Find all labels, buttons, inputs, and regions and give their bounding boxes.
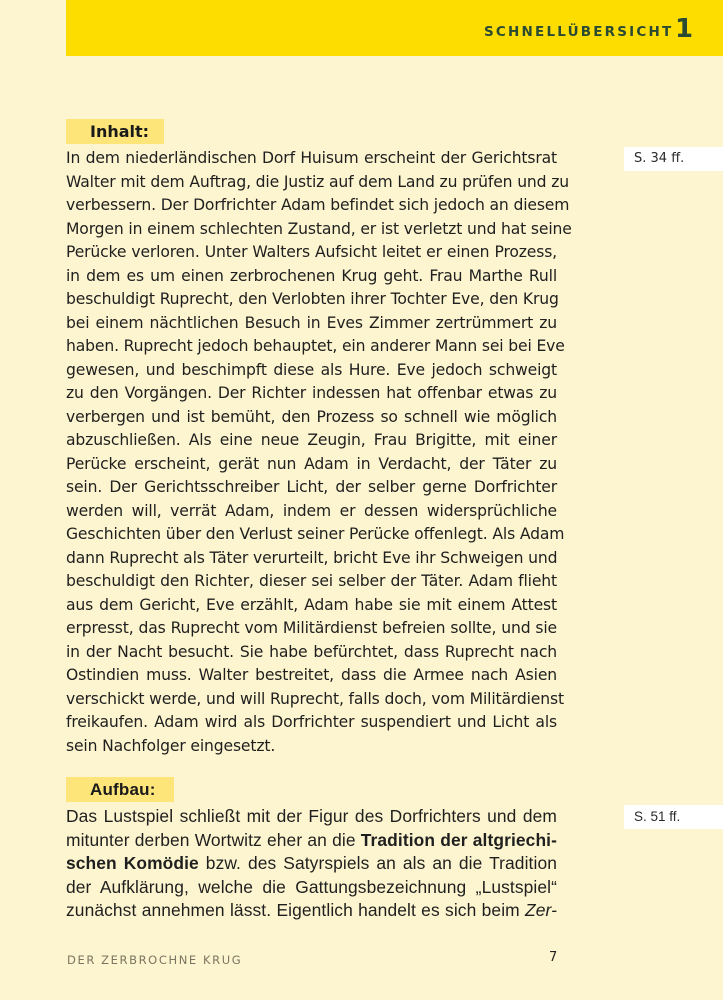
text-line: Das Lustspiel schließt mit der Figur des Dorfrichters und dem [66, 806, 557, 826]
page-reference-aufbau: S. 51 ff. [624, 805, 723, 829]
text-line: zu den Vorgängen. Der Richter indessen hat offenbar etwas zu [66, 384, 557, 402]
footer-book-title: DER ZERBROCHNE KRUG [67, 953, 243, 967]
text-line: dann Ruprecht als Täter verurteilt, bricht Eve ihr Schweigen und [66, 548, 558, 567]
text-line: Geschichten über den Verlust seiner Perücke offenlegt. Als Adam [66, 525, 565, 543]
page-number: 7 [549, 950, 558, 965]
chapter-number: 1 [675, 14, 694, 44]
text-line: Ostindien muss. Walter bestreitet, dass die Armee nach Asien [66, 666, 557, 684]
text-line: Perücke verloren. Unter Walters Aufsicht leitet er einen Prozess, [66, 243, 557, 261]
inhalt-paragraph [66, 147, 572, 758]
text-line: haben. Ruprecht jedoch behauptet, ein anderer Mann sei bei Eve [66, 337, 565, 355]
text-line: freikaufen. Adam wird als Dorfrichter suspendiert und Licht als [66, 713, 557, 731]
text-line: der Aufklärung, welche die Gattungsbezeichnung „Lustspiel“ [66, 876, 557, 897]
text-line: gewesen, und beschimpft diese als Hure. Eve jedoch schweigt [66, 360, 557, 379]
text-line: in der Nacht besucht. Sie habe befürchtet, dass Ruprecht nach [66, 642, 557, 661]
text-run: zunächst annehmen lässt. Eigentlich handelt es sich beim [66, 900, 526, 920]
text-line: beschuldigt Ruprecht, den Verlobten ihrer Tochter Eve, den Krug [66, 290, 559, 308]
text-line: verschickt werde, und will Ruprecht, falls doch, vom Militärdienst [66, 689, 564, 708]
text-line: bei einem nächtlichen Besuch in Eves Zimmer zertrümmert zu [66, 313, 557, 332]
text-line: Morgen in einem schlechten Zustand, er ist verletzt und hat seine [66, 219, 572, 238]
text-run: bzw. des Satyrspiels an als an die Tradition [198, 853, 557, 873]
text-line: sein Nachfolger eingesetzt. [66, 736, 276, 755]
inhalt-heading: Inhalt: [66, 119, 164, 144]
text-line: Perücke erscheint, gerät nun Adam in Verdacht, der Täter zu [66, 454, 557, 473]
text-line: verbessern. Der Dorfrichter Adam befindet sich jedoch an diesem [66, 196, 570, 214]
aufbau-paragraph [66, 805, 557, 923]
aufbau-heading: Aufbau: [66, 777, 174, 802]
text-line: In dem niederländischen Dorf Huisum erscheint der Gerichtsrat [66, 149, 557, 167]
text-line: beschuldigt den Richter, dieser sei selber der Täter. Adam flieht [66, 572, 557, 590]
text-line: abzuschließen. Als eine neue Zeugin, Frau Brigitte, mit einer [66, 431, 557, 449]
section-title: SCHNELLÜBERSICHT [484, 24, 674, 40]
text-line: aus dem Gericht, Eve erzählt, Adam habe sie mit einem Attest [66, 595, 557, 614]
text-line: verbergen und ist bemüht, den Prozess so schnell wie möglich [66, 407, 557, 426]
emphasis-bold: schen Komödie [66, 853, 199, 873]
emphasis-bold: Tradition der altgriechi- [360, 829, 557, 850]
text-line [66, 899, 557, 923]
text-line: erpresst, das Ruprecht vom Militärdienst befreien sollte, und sie [66, 619, 557, 637]
emphasis-italic: Zer- [525, 900, 557, 920]
page-reference-inhalt: S. 34 ff. [624, 147, 723, 171]
text-line: Walter mit dem Auftrag, die Justiz auf dem Land zu prüfen und zu [66, 172, 569, 191]
text-line: sein. Der Gerichtsschreiber Licht, der selber gerne Dorfrichter [66, 478, 557, 496]
text-run: mitunter derben Wortwitz eher an die [66, 829, 361, 850]
text-line [66, 852, 557, 876]
text-line [66, 829, 557, 853]
text-line: werden will, verrät Adam, indem er dessen widersprüchliche [66, 501, 557, 520]
text-line: in dem es um einen zerbrochenen Krug geht. Frau Marthe Rull [66, 266, 557, 285]
